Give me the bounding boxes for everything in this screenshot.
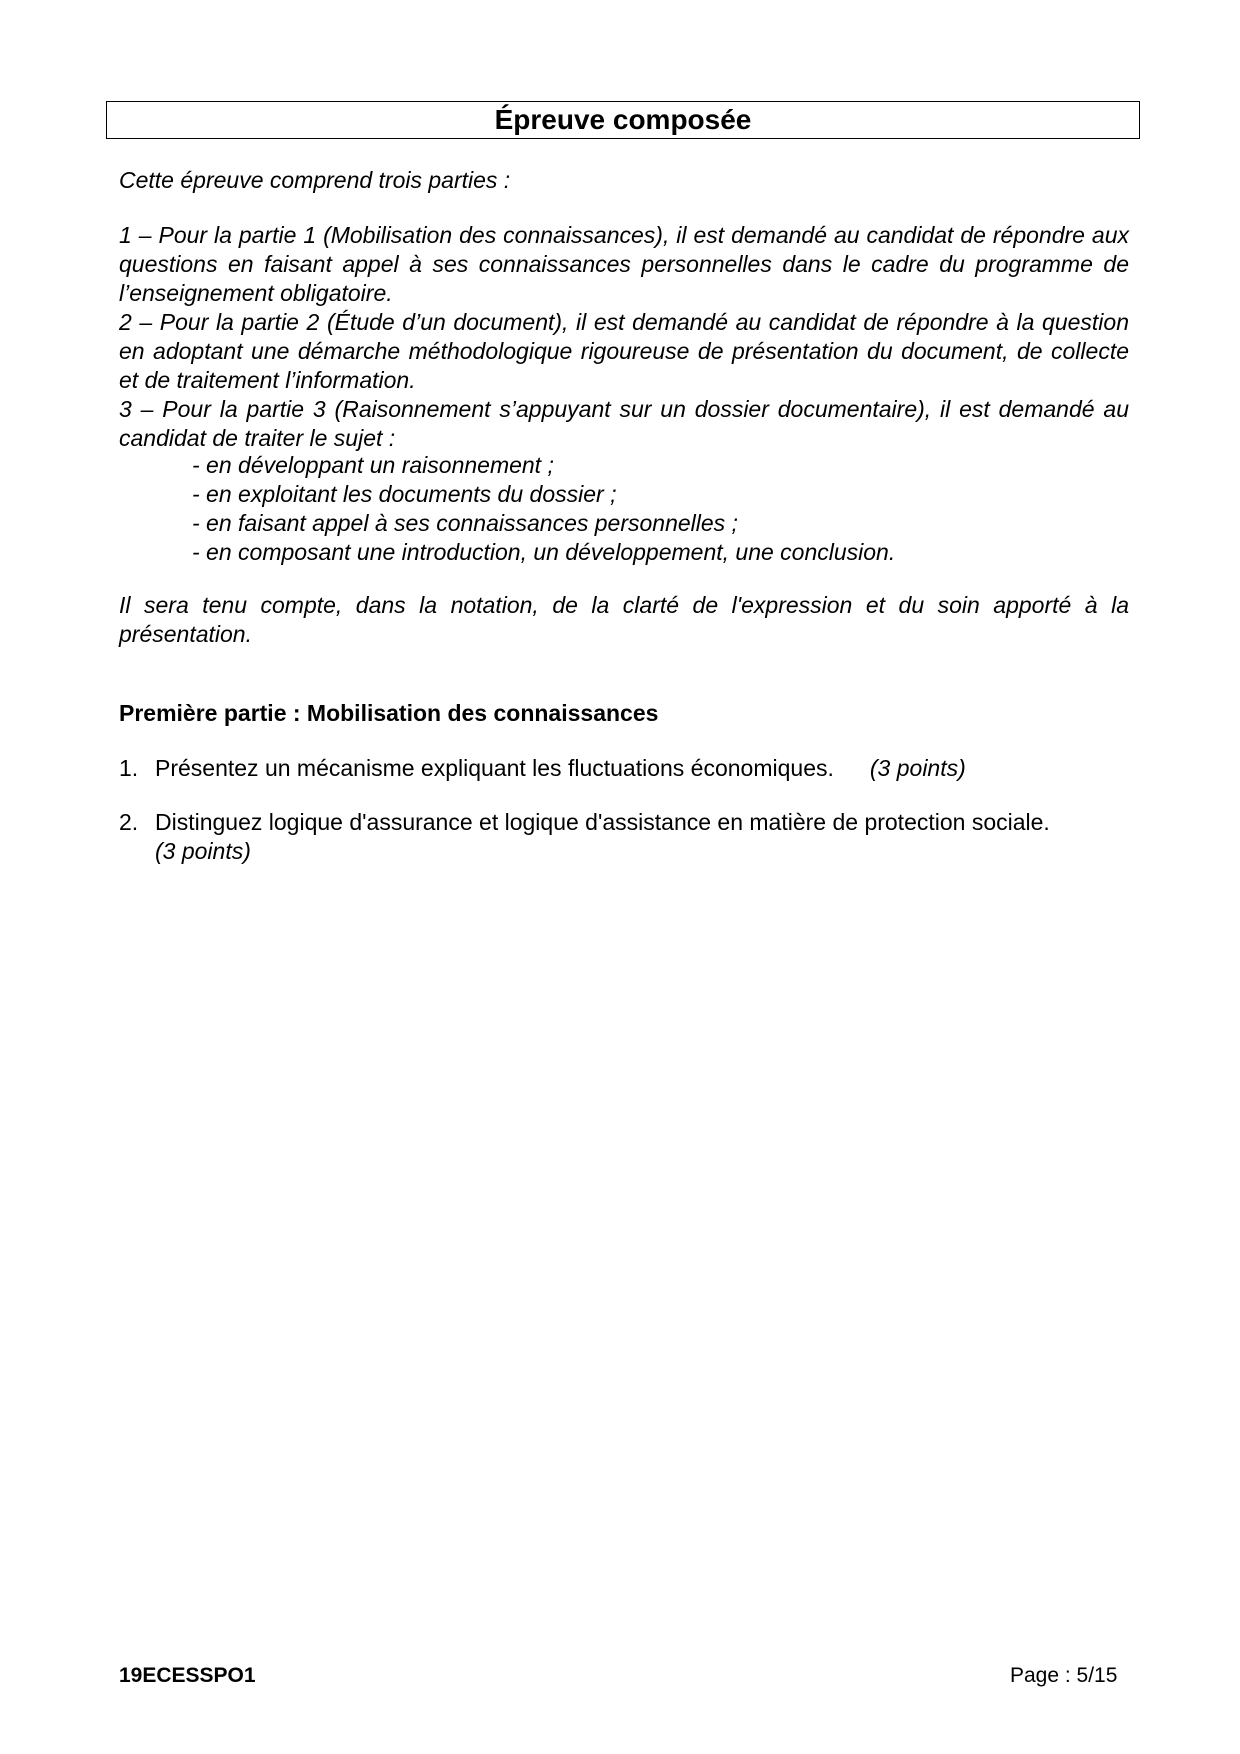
intro-text: Cette épreuve comprend trois parties : (119, 167, 511, 193)
question-number: 2. (119, 809, 139, 835)
question-text: Présentez un mécanisme expliquant les fluctuations économiques. (155, 755, 834, 781)
question-number: 1. (119, 755, 139, 781)
page-number: Page : 5/15 (1010, 1664, 1118, 1687)
section-title: Première partie : Mobilisation des connaissances (119, 700, 659, 726)
bullet-list (192, 451, 895, 567)
question-1 (119, 754, 966, 783)
grading-note: Il sera tenu compte, dans la notation, de la clarté de l'expression et du soin apporté à la présentation. (119, 592, 1129, 647)
bullet-item: - en faisant appel à ses connaissances personnelles ; (192, 510, 738, 536)
part-3-instruction: 3 – Pour la partie 3 (Raisonnement s’appuyant sur un dossier documentaire), il est demandé au candidat de traiter le sujet : (119, 396, 1129, 451)
question-text: Distinguez logique d'assurance et logique d'assistance en matière de protection sociale. (155, 809, 1050, 835)
title-box (106, 101, 1140, 139)
bullet-item: - en développant un raisonnement ; (192, 452, 554, 478)
question-points: (3 points) (155, 838, 251, 864)
parts-list (119, 221, 1129, 453)
question-points: (3 points) (869, 755, 966, 781)
part-2-instruction: 2 – Pour la partie 2 (Étude d’un document), il est demandé au candidat de répondre à la question en adoptant une démarche méthodologique rigoureuse de présentation du document, de collecte et de traitement l’information. (119, 309, 1129, 393)
question-2 (119, 808, 1159, 866)
footer-code: 19ECESSPO1 (119, 1664, 256, 1687)
page-title: Épreuve composée (494, 104, 752, 135)
bullet-item: - en exploitant les documents du dossier ; (192, 481, 617, 507)
bullet-item: - en composant une introduction, un développement, une conclusion. (192, 539, 896, 565)
part-1-instruction: 1 – Pour la partie 1 (Mobilisation des connaissances), il est demandé au candidat de répondre aux questions en faisant appel à ses connaissances personnelles dans le cadre du programme de l’enseignement obligatoire. (119, 222, 1129, 306)
